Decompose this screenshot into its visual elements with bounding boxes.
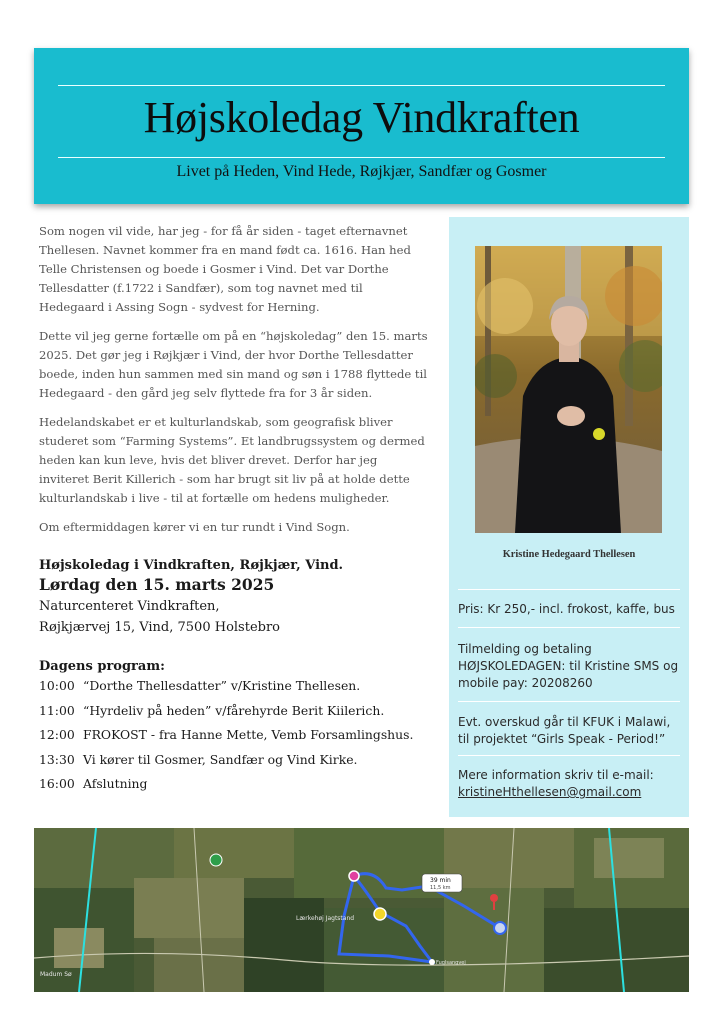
event-address: Røjkjærvej 15, Vind, 7500 Holstebro (39, 620, 281, 635)
sidebar-divider (458, 589, 680, 590)
email-link[interactable]: kristineHthellesen@gmail.com (458, 785, 642, 799)
program-item (39, 776, 439, 801)
event-venue: Naturcenteret Vindkraften, (39, 599, 220, 614)
program-text: “Hyrdeliv på heden” v/fårehyrde Berit Kiilerich. (83, 702, 385, 718)
sidebar-divider (458, 627, 680, 628)
route-time: 39 min (430, 877, 451, 884)
photo-caption: Kristine Hedegaard Thellesen (502, 549, 636, 560)
price-info: Pris: Kr 250,- incl. frokost, kaffe, bus (458, 602, 675, 616)
program-time: 11:00 (39, 702, 75, 718)
program-text: Vi kører til Gosmer, Sandfær og Vind Kirke. (83, 751, 358, 767)
intro-text (39, 222, 429, 547)
title-banner (34, 48, 689, 204)
banner-rule-top (58, 85, 665, 86)
intro-paragraph: Hedelandskabet er et kulturlandskab, som geografisk bliver studeret som “Farming Systems”. Et landbrugssystem og dermed heden kan kun leve, hvis det bliver drevet. Derfor har jeg inviteret Berit Killerich - som har brugt sit liv på at holde dette kulturlandskab i live - til at fortælle om hedens muligheder. (39, 415, 425, 505)
info-sidebar (449, 217, 689, 817)
program-item (39, 727, 439, 752)
program-item (39, 678, 439, 703)
program-text: FROKOST - fra Hanne Mette, Vemb Forsamlingshus. (83, 727, 414, 742)
program-text: “Dorthe Thellesdatter” v/Kristine Thellesen. (83, 678, 361, 693)
contact-info (458, 767, 683, 801)
banner-rule-bottom (58, 157, 665, 158)
map-label: Lærkehøj Jagtstand (296, 915, 355, 922)
program-item (39, 752, 439, 777)
program-text: Afslutning (83, 776, 148, 791)
portrait-photo (475, 246, 662, 533)
intro-paragraph: Som nogen vil vide, har jeg - for få år siden - taget efternavnet Thellesen. Navnet kommer fra en mand født ca. 1616. Han hed Telle Christensen og boede i Gosmer i Vind. Det var Dorthe Tellesdatter (f.1722 i Sandfær), som tog navnet med til Hedegaard i Assing Sogn - sydvest for Herning. (39, 224, 411, 314)
event-date: Lørdag den 15. marts 2025 (39, 575, 275, 594)
event-details (39, 557, 429, 638)
program-time: 10:00 (39, 678, 75, 693)
program-time: 13:30 (39, 751, 75, 767)
sidebar-divider (458, 701, 680, 702)
program-title: Dagens program: (39, 659, 165, 674)
event-heading: Højskoledag i Vindkraften, Røjkjær, Vind. (39, 558, 344, 573)
page-subtitle: Livet på Heden, Vind Hede, Røjkjær, Sandfær og Gosmer (176, 163, 547, 180)
intro-paragraph: Om eftermiddagen kører vi en tur rundt i Vind Sogn. (39, 520, 350, 534)
contact-text: Mere information skriv til e-mail: (458, 768, 654, 782)
map-label: Fuglsangvej (436, 960, 466, 966)
signup-info: Tilmelding og betaling HØJSKOLEDAGEN: til Kristine SMS og mobile pay: 20208260 (458, 642, 679, 690)
map-label: Madum Sø (40, 971, 72, 978)
page-title: Højskoledag Vindkraften (143, 93, 580, 142)
surplus-info: Evt. overskud går til KFUK i Malawi, til projektet “Girls Speak - Period!” (458, 715, 671, 746)
intro-paragraph: Dette vil jeg gerne fortælle om på en “højskoledag” den 15. marts 2025. Det gør jeg i Røjkjær i Vind, der hvor Dorthe Tellesdatter boede, inden hun sammen med sin mand og søn i 1788 flyttede til Hedegaard - den gård jeg selv flyttede fra for 3 år siden. (39, 329, 428, 400)
program-time: 12:00 (39, 727, 75, 742)
route-map (34, 828, 689, 992)
route-distance: 11,5 km (430, 885, 451, 891)
program-section (39, 659, 439, 801)
program-item (39, 703, 439, 728)
sidebar-divider (458, 755, 680, 756)
program-time: 16:00 (39, 776, 75, 791)
